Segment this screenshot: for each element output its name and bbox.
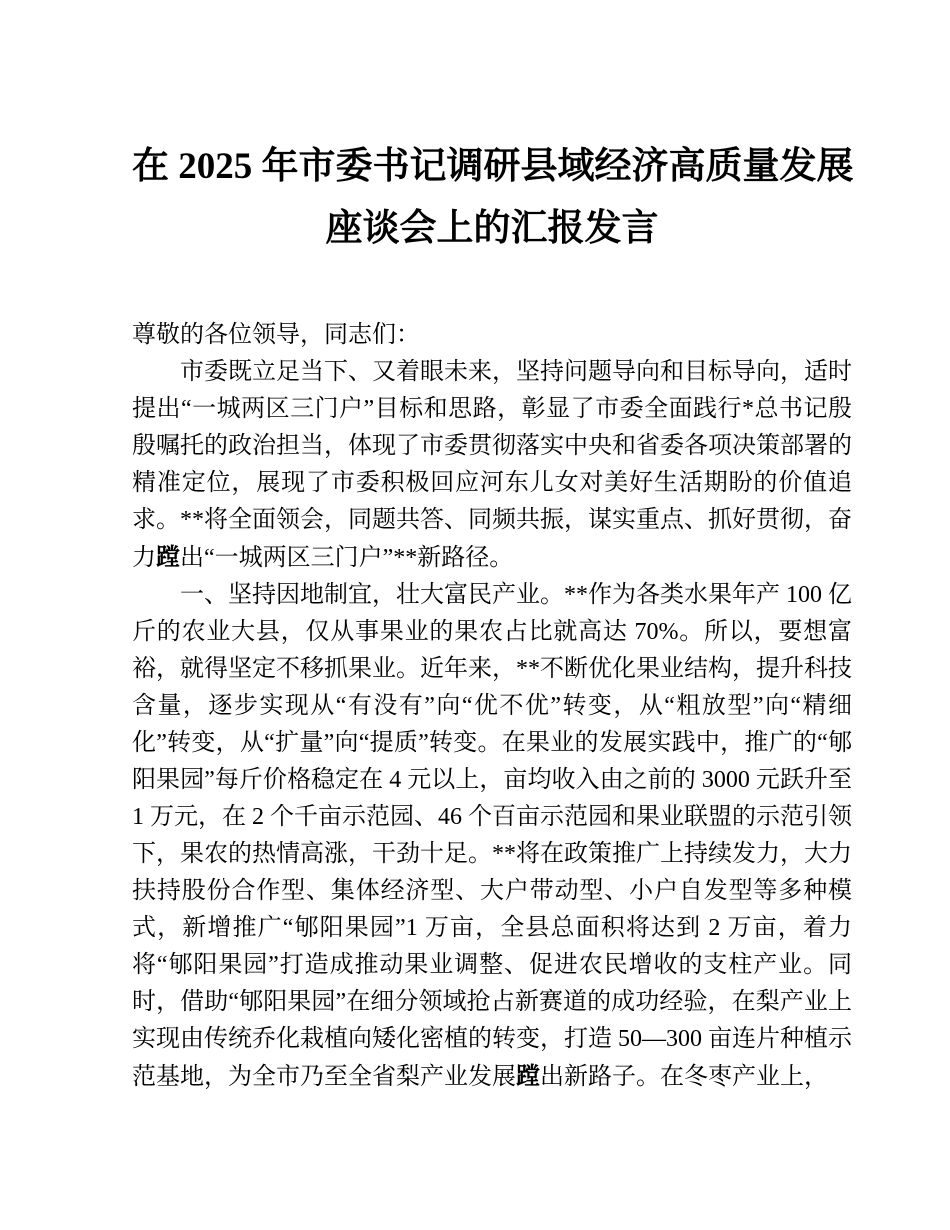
paragraph — [132, 354, 852, 577]
document-title-line1: 在 2025 年市委书记调研县域经济高质量发展 — [132, 146, 854, 187]
bold-text-run: 蹚 — [516, 1063, 540, 1090]
paragraph — [132, 317, 852, 354]
bold-text-run: 蹚 — [156, 544, 180, 571]
text-run: 出“一城两区三门户”**新路径。 — [180, 545, 514, 571]
text-run: 出新路子。在冬枣产业上， — [540, 1064, 828, 1090]
text-run: 一、坚持因地制宜，壮大富民产业。**作为各类水果年产 100 亿斤的农业大县，仅从事果业的果农占比就高达 70%。所以，要想富裕，就得坚定不移抓果业。近年来，**不断优化果业结构，提升科技含量，逐步实现从“有没有”向“优不优”转变，从“粗放型”向“精细化”转变，从“扩量”向“提质”转变。在果业的发展实践中，推广的“郇阳果园”每斤价格稳定在 4 元以上，亩均收入由之前的 3000 元跃升至 1 万元，在 2 个千亩示范园、46 个百亩示范园和果业联盟的示范引领下，果农的热情高涨，干劲十足。**将在政策推广上持续发力，大力扶持股份合作型、集体经济型、大户带动型、小户自发型等多种模式，新增推广“郇阳果园”1 万亩，全县总面积将达到 2 万亩，着力将“郇阳果园”打造成推动果业调整、促进农民增收的支柱产业。同时，借助“郇阳果园”在细分领域抢占新赛道的成功经验，在梨产业上实现由传统乔化栽植向矮化密植的转变，打造 50—300 亩连片种植示范基地，为全市乃至全省梨产业发展 — [132, 582, 852, 1090]
text-run: 尊敬的各位领导，同志们： — [132, 322, 420, 348]
document-body — [132, 317, 852, 1096]
text-run: 市委既立足当下、又着眼未来，坚持问题导向和目标导向，适时提出“一城两区三门户”目标和思路，彰显了市委全面践行*总书记殷殷嘱托的政治担当，体现了市委贯彻落实中央和省委各项决策部署的精准定位，展现了市委积极回应河东儿女对美好生活期盼的价值追求。**将全面领会，同题共答、同频共振，谋实重点、抓好贯彻，奋力 — [132, 359, 852, 571]
document-title — [132, 136, 852, 260]
paragraph — [132, 577, 852, 1096]
document-title-line2: 座谈会上的汇报发言 — [325, 208, 659, 249]
